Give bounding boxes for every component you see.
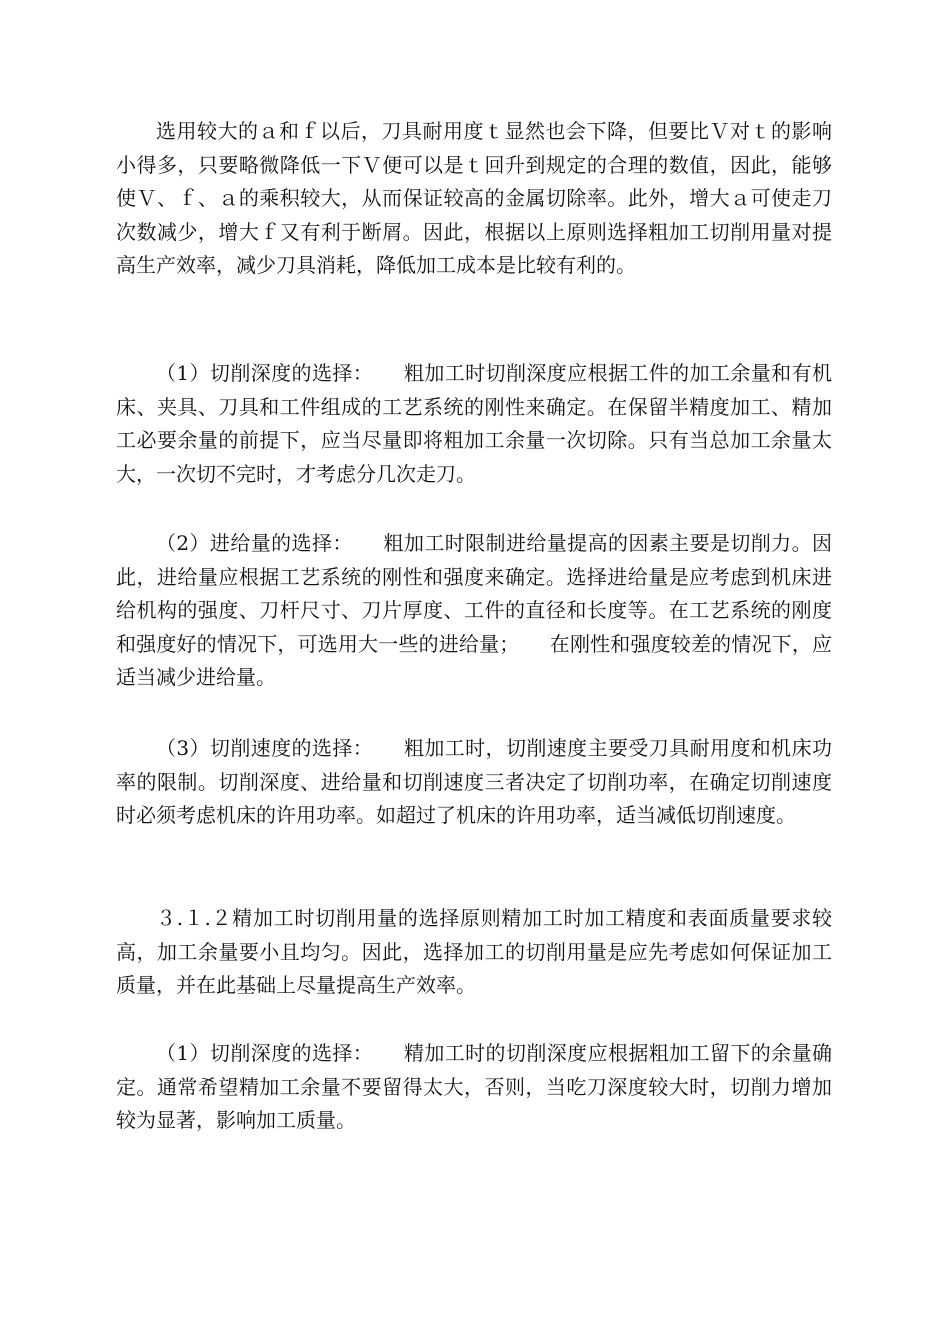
paragraph-finish-cutting-depth: （1）切削深度的选择： 精加工时的切削深度应根据粗加工留下的余量确定。通常希望精加工余量不要留得太大，否则，当吃刀深度较大时，切削力增加较为显著，影响加工质量。 (116, 1041, 832, 1132)
paragraph-rough-cutting-depth: （1）切削深度的选择： 粗加工时切削深度应根据工件的加工余量和有机床、夹具、刀具和工件组成的工艺系统的刚性来确定。在保留半精度加工、精加工必要余量的前提下，应当尽量即将粗加工余量一次切除。只有当总加工余量太大，一次切不完时，才考虑分几次走刀。 (116, 361, 832, 486)
paragraph-rough-cutting-principle: 选用较大的ａ和ｆ以后，刀具耐用度ｔ显然也会下降，但要比Ｖ对ｔ的影响小得多，只要略微降低一下Ｖ便可以是ｔ回升到规定的合理的数值，因此，能够使Ｖ、ｆ、ａ的乘积较大，从而保证较高的金属切除率。此外，增大ａ可使走刀次数减少，增大ｆ又有利于断屑。因此，根据以上原则选择粗加工切削用量对提高生产效率，减少刀具消耗，降低加工成本是比较有利的。 (116, 119, 832, 277)
paragraph-rough-cutting-speed: （3）切削速度的选择： 粗加工时，切削速度主要受刀具耐用度和机床功率的限制。切削深度、进给量和切削速度三者决定了切削功率，在确定切削速度时必须考虑机床的许用功率。如超过了机床的许用功率，适当减低切削速度。 (116, 736, 832, 827)
paragraph-rough-feed-rate: （2）进给量的选择： 粗加工时限制进给量提高的因素主要是切削力。因此，进给量应根据工艺系统的刚性和强度来确定。选择进给量是应考虑到机床进给机构的强度、刀杆尺寸、刀片厚度、工件的直径和长度等。在工艺系统的刚度和强度好的情况下，可选用大一些的进给量； 在刚性和强度较差的情况下，应适当减少进给量。 (116, 531, 832, 689)
paragraph-finish-machining-principle: ３.１.２精加工时切削用量的选择原则精加工时加工精度和表面质量要求较高，加工余量要小且均匀。因此，选择加工的切削用量是应先考虑如何保证加工质量，并在此基础上尽量提高生产效率。 (116, 906, 832, 997)
